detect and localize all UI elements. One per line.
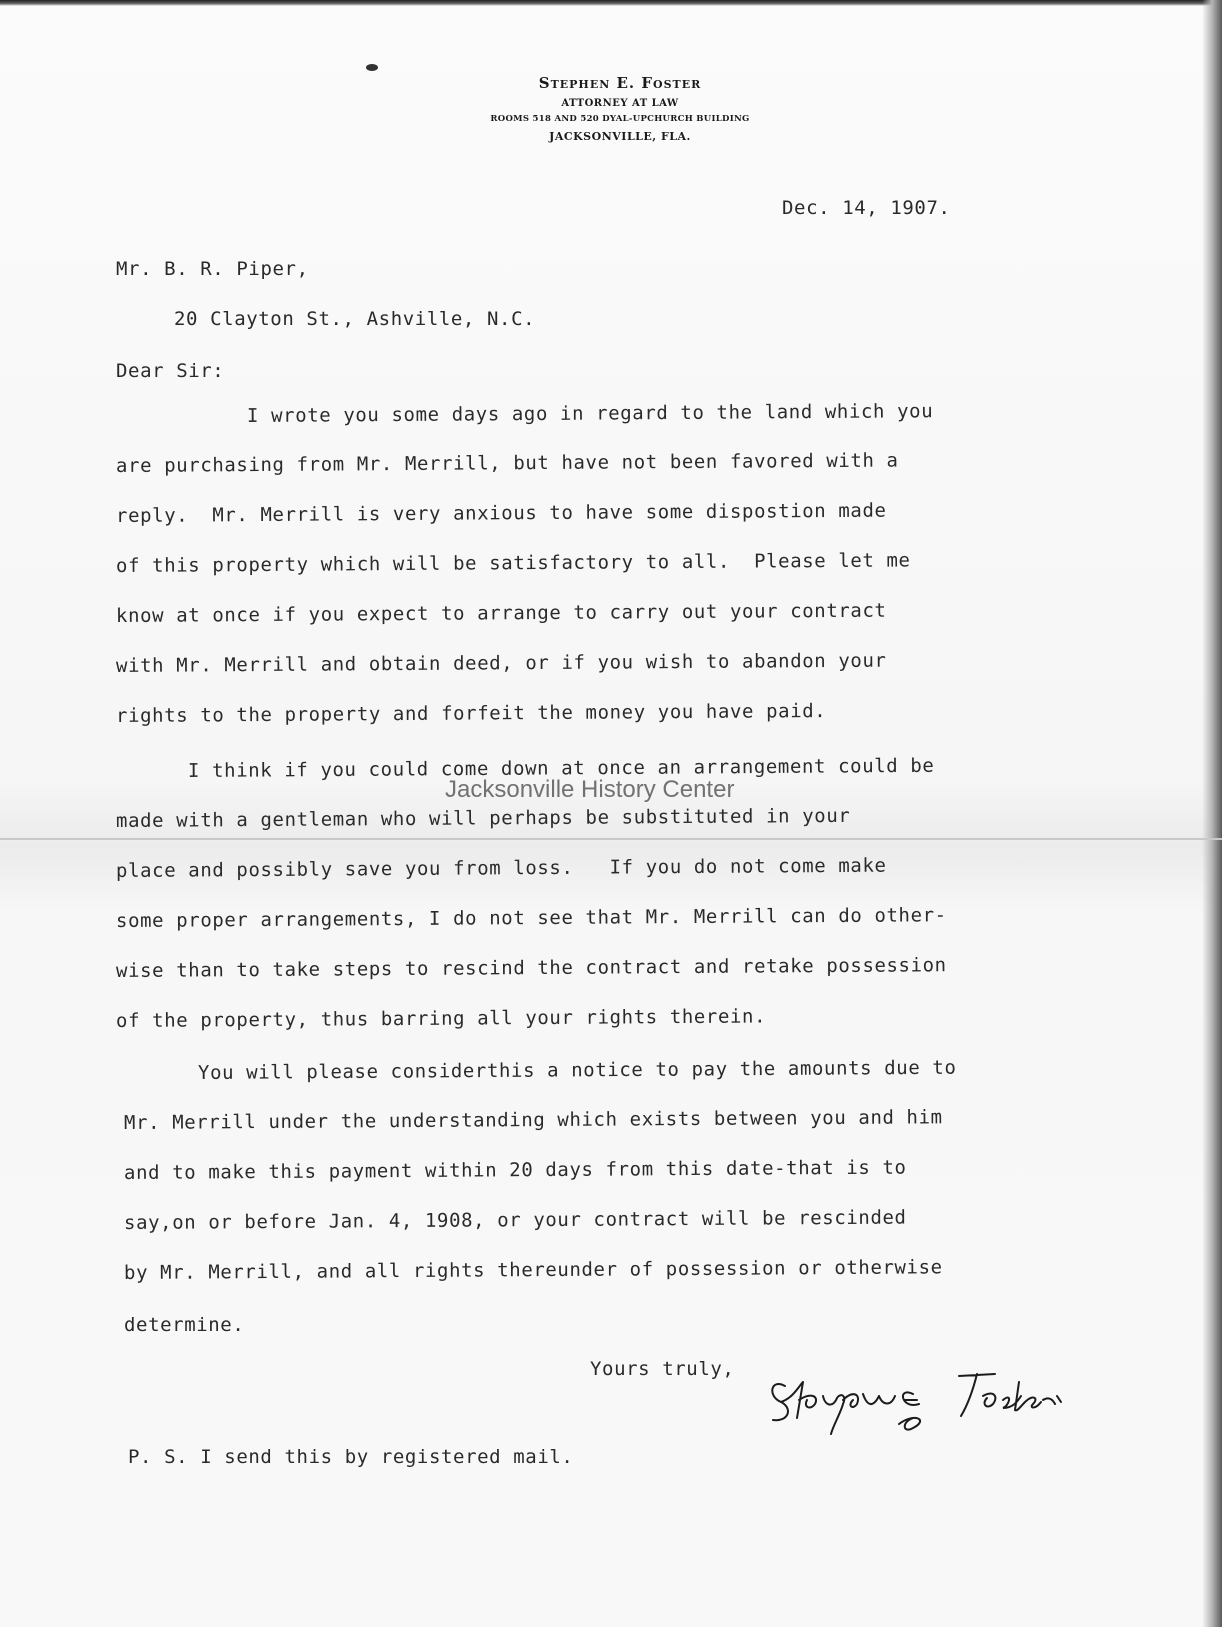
body-line: rights to the property and forfeit the money you have paid. xyxy=(115,700,827,727)
letter-date: Dec. 14, 1907. xyxy=(782,197,951,219)
body-line: by Mr. Merrill, and all rights thereunder of possession or otherwise xyxy=(123,1256,943,1284)
body-line: of the property, thus barring all your rights therein. xyxy=(115,1005,767,1032)
body-line: You will please considerthis a notice to pay the amounts due to xyxy=(197,1056,957,1084)
body-line: and to make this payment within 20 days from this date-that is to xyxy=(123,1156,907,1184)
body-line: Mr. Merrill under the understanding which exists between you and him xyxy=(123,1106,943,1134)
salutation: Dear Sir: xyxy=(116,360,225,382)
body-line: of this property which will be satisfactory to all. Please let me xyxy=(115,549,911,577)
body-line: I think if you could come down at once an arrangement could be xyxy=(187,754,935,782)
scan-edge-top xyxy=(0,0,1222,6)
scan-edge-right xyxy=(1202,0,1222,1627)
recipient-address: 20 Clayton St., Ashville, N.C. xyxy=(174,308,536,330)
watermark: Jacksonville History Center xyxy=(445,776,735,803)
letterhead-name: Stephen E. Foster xyxy=(538,74,702,92)
body-line: determine. xyxy=(124,1314,245,1336)
body-line: wise than to take steps to rescind the contract and retake possession xyxy=(115,954,947,982)
letterhead-city: JACKSONVILLE, FLA. xyxy=(549,130,691,143)
signature xyxy=(763,1356,1083,1436)
recipient-name: Mr. B. R. Piper, xyxy=(116,258,309,280)
body-line: I wrote you some days ago in regard to the land which you xyxy=(246,400,934,427)
letterhead-title: ATTORNEY AT LAW xyxy=(561,98,679,109)
closing: Yours truly, xyxy=(590,1358,735,1380)
body-line: reply. Mr. Merrill is very anxious to have some dispostion made xyxy=(115,499,887,527)
fold-line xyxy=(0,838,1222,840)
body-line: are purchasing from Mr. Merrill, but have not been favored with a xyxy=(115,449,899,477)
body-line: place and possibly save you from loss. If you do not come make xyxy=(115,854,887,882)
postscript: P. S. I send this by registered mail. xyxy=(128,1446,574,1468)
body-line: some proper arrangements, I do not see that Mr. Merrill can do other- xyxy=(115,904,947,932)
body-line: say,on or before Jan. 4, 1908, or your contract will be rescinded xyxy=(123,1206,907,1234)
body-line: know at once if you expect to arrange to carry out your contract xyxy=(115,599,887,627)
body-line: with Mr. Merrill and obtain deed, or if you wish to abandon your xyxy=(115,649,887,677)
letterhead-address: ROOMS 518 AND 520 DYAL-UPCHURCH BUILDING xyxy=(490,114,750,124)
letterhead xyxy=(410,74,830,143)
body-line: made with a gentleman who will perhaps be substituted in your xyxy=(115,804,851,832)
ink-spot xyxy=(366,64,378,71)
